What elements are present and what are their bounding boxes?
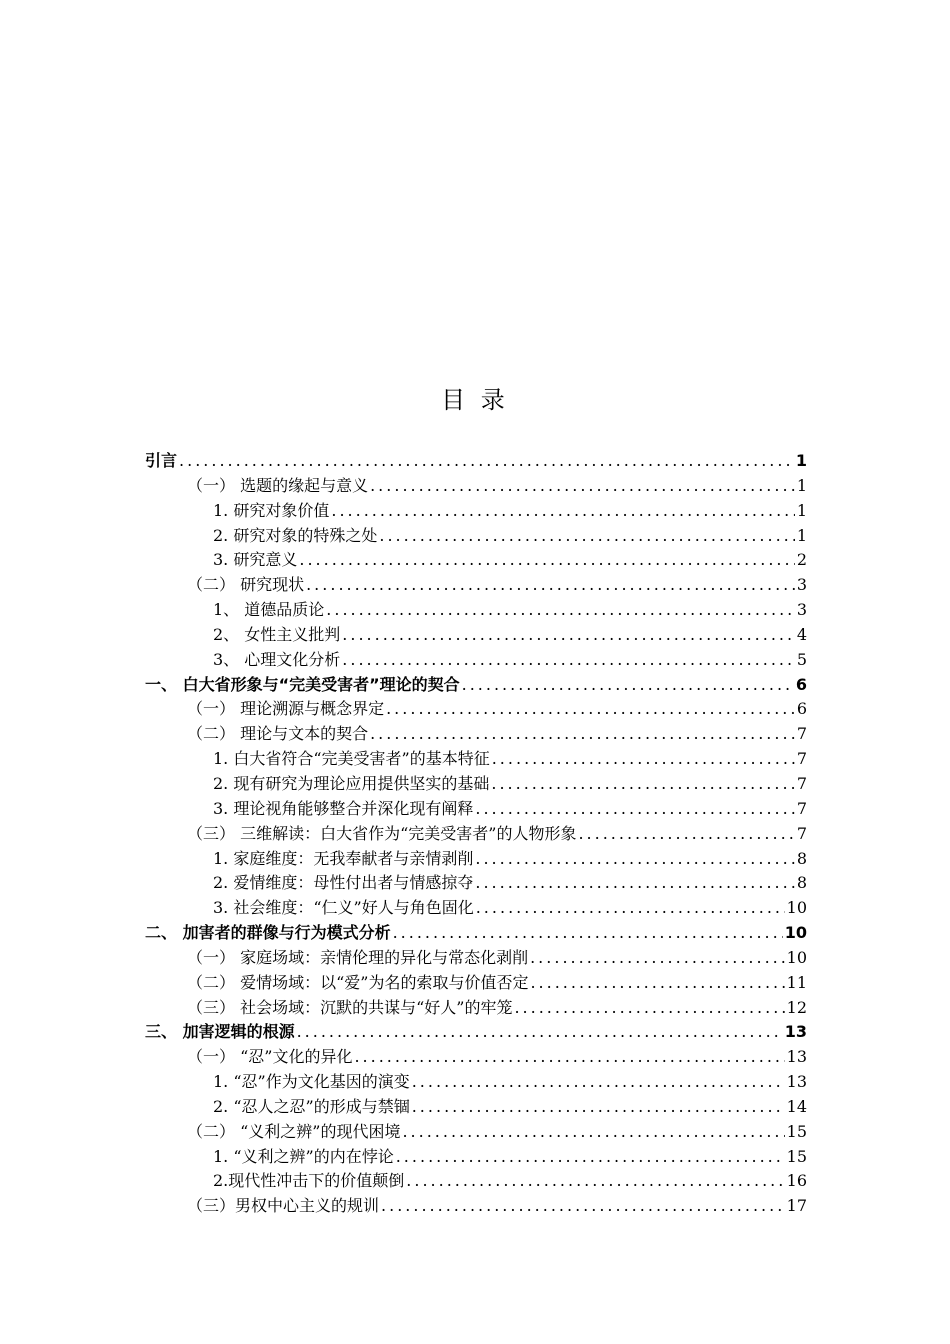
toc-entry-label: （一） 理论溯源与概念界定 (187, 699, 385, 719)
toc-entry-label: 2. 现有研究为理论应用提供坚实的基础 (213, 773, 490, 793)
toc-entry-page: 16 (786, 1171, 807, 1191)
toc-entry-label: （一） 选题的缘起与意义 (187, 475, 369, 495)
toc-leader-dots (412, 1095, 785, 1120)
toc-entry-page: 7 (796, 773, 807, 793)
toc-entry-label: 2. “忍人之忍”的形成与禁锢 (213, 1096, 410, 1116)
toc-entry-label: 引言 (145, 451, 178, 470)
toc-entry-label: 2. 研究对象的特殊之处 (213, 525, 378, 545)
toc-entry-label: 1. “忍”作为文化基因的演变 (213, 1072, 410, 1092)
toc-entry[interactable] (145, 474, 807, 499)
toc-entry[interactable] (145, 1070, 807, 1095)
toc-entry-page: 15 (786, 1121, 807, 1141)
toc-leader-dots (492, 747, 795, 772)
toc-entry-label: 1. 白大省符合“完美受害者”的基本特征 (213, 749, 490, 769)
toc-entry-page: 7 (796, 749, 807, 769)
toc-leader-dots (406, 1169, 784, 1194)
toc-entry-page: 10 (784, 923, 807, 943)
toc-entry[interactable] (145, 1020, 807, 1045)
toc-leader-dots (578, 822, 794, 847)
toc-entry[interactable] (145, 971, 807, 996)
toc-entry[interactable] (145, 921, 807, 946)
toc-leader-dots (342, 623, 795, 648)
toc-entry-page: 8 (796, 873, 807, 893)
toc-entry-page: 8 (796, 848, 807, 868)
toc-entry-page: 7 (796, 823, 807, 843)
toc-entry-page: 5 (796, 649, 807, 669)
toc-entry-label: 3、 心理文化分析 (213, 649, 341, 669)
toc-leader-dots (354, 1045, 784, 1070)
toc-entry-page: 6 (795, 674, 807, 694)
toc-entry-label: （一） 家庭场域：亲情伦理的异化与常态化剥削 (187, 947, 529, 967)
toc-entry-label: （二） “义利之辨”的现代困境 (187, 1121, 401, 1141)
toc-entry-label: 2. 爱情维度：母性付出者与情感掠夺 (213, 873, 474, 893)
toc-entry[interactable] (145, 996, 807, 1021)
toc-entry-label: 三、 加害逻辑的根源 (145, 1022, 295, 1042)
toc-entry[interactable] (145, 722, 807, 747)
toc-entry[interactable] (145, 673, 807, 698)
toc-entry-label: 3. 理论视角能够整合并深化现有阐释 (213, 798, 474, 818)
toc-leader-dots (297, 1020, 783, 1045)
toc-entry-label: （二） 研究现状 (187, 575, 305, 595)
toc-entry[interactable] (145, 896, 807, 921)
toc-leader-dots (476, 896, 785, 921)
toc-entry-page: 2 (796, 550, 807, 570)
toc-entry[interactable] (145, 847, 807, 872)
toc-entry[interactable] (145, 524, 807, 549)
toc-entry-page: 13 (786, 1047, 807, 1067)
toc-entry[interactable] (145, 1120, 807, 1145)
toc-leader-dots (530, 946, 785, 971)
toc-entry[interactable] (145, 822, 807, 847)
toc-entry-label: 3. 研究意义 (213, 550, 298, 570)
toc-entry[interactable] (145, 1169, 807, 1194)
toc-leader-dots (475, 797, 794, 822)
toc-leader-dots (491, 772, 794, 797)
toc-entry[interactable] (145, 598, 807, 623)
toc-entry-page: 4 (796, 624, 807, 644)
toc-leader-dots (530, 971, 784, 996)
toc-leader-dots (514, 996, 784, 1021)
toc-entry-page: 6 (796, 699, 807, 719)
toc-leader-dots (475, 847, 794, 872)
toc-entry-label: （三） 三维解读：白大省作为“完美受害者”的人物形象 (187, 823, 577, 843)
toc-entry-label: 1. 家庭维度：无我奉献者与亲情剥削 (213, 848, 474, 868)
toc-entry-label: 2.现代性冲击下的价值颠倒 (213, 1171, 405, 1191)
toc-entry-page: 11 (786, 972, 807, 992)
toc-entry[interactable] (145, 449, 807, 474)
toc-leader-dots (393, 921, 783, 946)
toc-leader-dots (331, 499, 794, 524)
toc-leader-dots (326, 598, 795, 623)
toc-entry-page: 7 (796, 798, 807, 818)
toc-entry-label: （一） “忍”文化的异化 (187, 1047, 353, 1067)
toc-entry-page: 3 (796, 600, 807, 620)
toc-entry-label: （三） 社会场域：沉默的共谋与“好人”的牢笼 (187, 997, 513, 1017)
toc-entry-page: 12 (786, 997, 807, 1017)
toc-entry-label: 一、 白大省形象与“完美受害者”理论的契合 (145, 674, 460, 694)
toc-entry-label: 1. “义利之辨”的内在悖论 (213, 1146, 394, 1166)
toc-entry-label: 1. 研究对象价值 (213, 500, 330, 520)
toc-leader-dots (475, 871, 794, 896)
toc-entry-page: 14 (786, 1096, 807, 1116)
toc-leader-dots (386, 697, 795, 722)
toc-entry-label: 3. 社会维度：“仁义”好人与角色固化 (213, 898, 474, 918)
toc-entry[interactable] (145, 573, 807, 598)
toc-entry-page: 1 (796, 525, 807, 545)
toc-entry-label: （二） 理论与文本的契合 (187, 724, 369, 744)
toc-entry[interactable] (145, 1095, 807, 1120)
toc-entry-page: 1 (795, 451, 807, 470)
toc-entry-label: 二、 加害者的群像与行为模式分析 (145, 923, 391, 943)
toc-leader-dots (379, 524, 794, 549)
page-title: 目 录 (441, 386, 509, 414)
toc-entry[interactable] (145, 871, 807, 896)
toc-entry[interactable] (145, 797, 807, 822)
toc-entry-page: 3 (796, 575, 807, 595)
toc-entry-page: 17 (786, 1196, 807, 1216)
toc-leader-dots (342, 648, 795, 673)
toc-entry[interactable] (145, 1194, 807, 1219)
toc-entry-page: 1 (796, 500, 807, 520)
toc-leader-dots (462, 673, 794, 698)
toc-entry[interactable] (145, 1045, 807, 1070)
toc-entry[interactable] (145, 747, 807, 772)
toc-entry-page: 7 (796, 724, 807, 744)
toc-leader-dots (306, 573, 795, 598)
toc-leader-dots (412, 1070, 785, 1095)
toc-entry[interactable] (145, 697, 807, 722)
table-of-contents (145, 449, 807, 1219)
toc-entry-page: 13 (784, 1022, 807, 1042)
toc-entry-label: （二） 爱情场域：以“爱”为名的索取与价值否定 (187, 972, 529, 992)
toc-entry-page: 10 (786, 898, 807, 918)
toc-leader-dots (396, 1145, 785, 1170)
toc-entry-page: 10 (786, 947, 807, 967)
toc-entry[interactable] (145, 648, 807, 673)
toc-leader-dots (370, 474, 795, 499)
toc-entry-page: 1 (796, 475, 807, 495)
toc-entry[interactable] (145, 1145, 807, 1170)
toc-leader-dots (179, 449, 794, 474)
toc-leader-dots (370, 722, 795, 747)
toc-leader-dots (299, 548, 794, 573)
toc-entry[interactable] (145, 548, 807, 573)
toc-entry[interactable] (145, 623, 807, 648)
toc-entry-page: 13 (786, 1072, 807, 1092)
toc-entry[interactable] (145, 499, 807, 524)
toc-entry-page: 15 (786, 1146, 807, 1166)
toc-leader-dots (381, 1194, 785, 1219)
toc-entry[interactable] (145, 772, 807, 797)
toc-entry-label: （三）男权中心主义的规训 (187, 1196, 380, 1216)
toc-entry-label: 1、 道德品质论 (213, 600, 325, 620)
toc-entry-label: 2、 女性主义批判 (213, 624, 341, 644)
toc-leader-dots (402, 1120, 784, 1145)
toc-entry[interactable] (145, 946, 807, 971)
